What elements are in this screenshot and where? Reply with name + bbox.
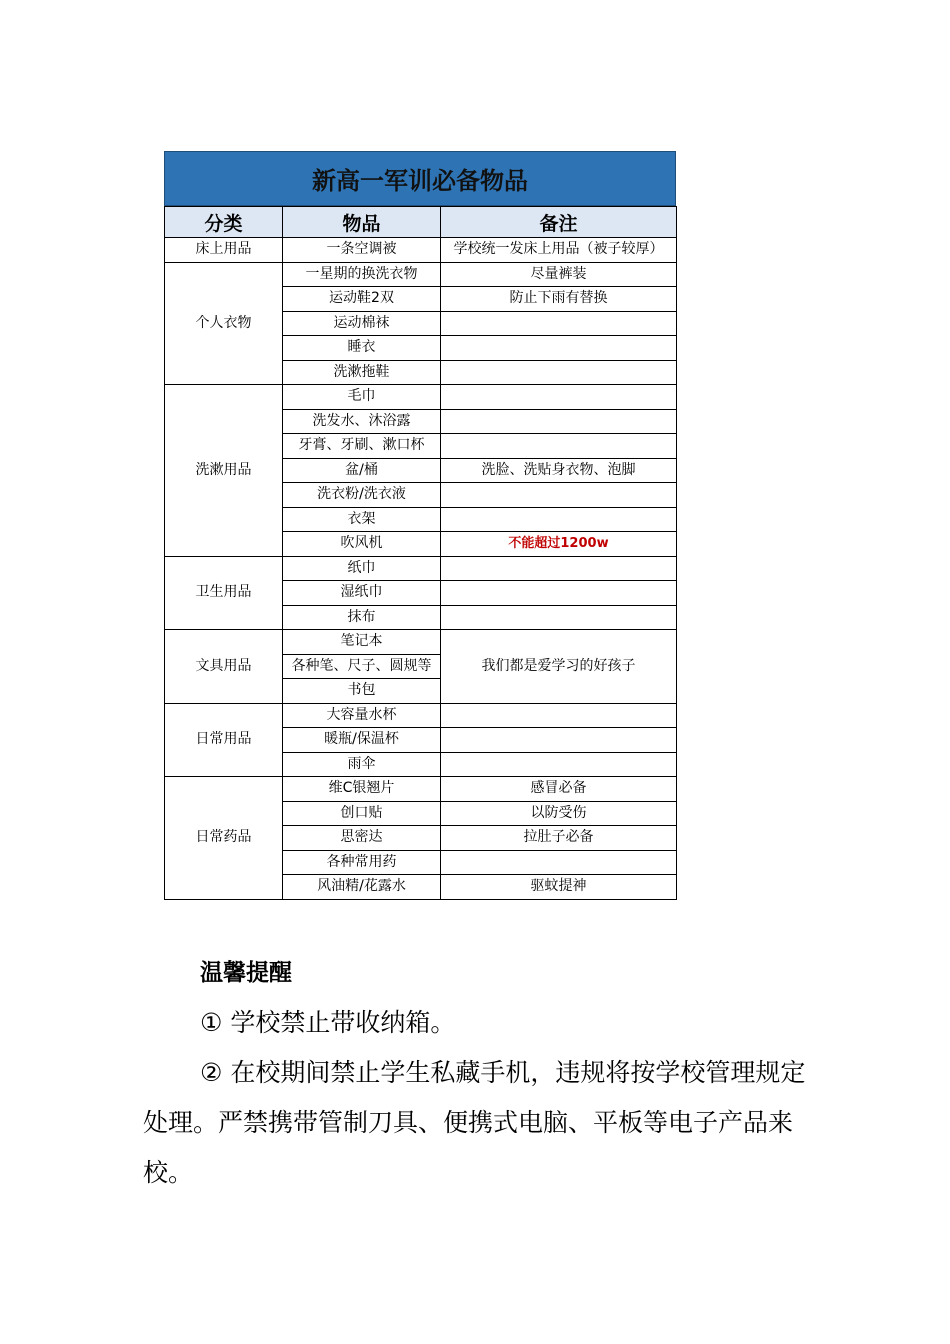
category-cell: 日常用品 (165, 703, 283, 777)
table-row (165, 630, 677, 655)
category-cell: 洗漱用品 (165, 385, 283, 557)
note-cell: 防止下雨有替换 (441, 287, 677, 312)
item-cell: 牙膏、牙刷、漱口杯 (283, 434, 441, 459)
note-cell (441, 360, 677, 385)
item-cell: 运动棉袜 (283, 311, 441, 336)
note-cell (441, 385, 677, 410)
category-cell: 个人衣物 (165, 262, 283, 385)
note-cell: 我们都是爱学习的好孩子 (441, 630, 677, 704)
item-cell: 运动鞋2双 (283, 287, 441, 312)
reminder-title: 温馨提醒 (200, 960, 292, 986)
header-note: 备注 (441, 207, 677, 238)
checklist-table-image (164, 151, 676, 902)
item-cell: 睡衣 (283, 336, 441, 361)
note-cell: 拉肚子必备 (441, 826, 677, 851)
note-cell (441, 556, 677, 581)
note-cell: 以防受伤 (441, 801, 677, 826)
note-cell (441, 703, 677, 728)
item-cell: 一星期的换洗衣物 (283, 262, 441, 287)
item-cell: 洗发水、沐浴露 (283, 409, 441, 434)
table-row (165, 703, 677, 728)
note-cell: 尽量裤装 (441, 262, 677, 287)
item-cell: 书包 (283, 679, 441, 704)
item-cell: 洗漱拖鞋 (283, 360, 441, 385)
item-cell: 纸巾 (283, 556, 441, 581)
item-cell: 创口贴 (283, 801, 441, 826)
note-cell: 感冒必备 (441, 777, 677, 802)
item-cell: 吹风机 (283, 532, 441, 557)
table-row (165, 238, 677, 263)
table-body (165, 238, 677, 900)
item-cell: 一条空调被 (283, 238, 441, 263)
item-cell: 衣架 (283, 507, 441, 532)
header-category: 分类 (165, 207, 283, 238)
category-cell: 床上用品 (165, 238, 283, 263)
note-cell (441, 409, 677, 434)
checklist-table (164, 206, 677, 900)
note-cell (441, 507, 677, 532)
note-cell (441, 434, 677, 459)
table-row (165, 385, 677, 410)
item-cell: 抹布 (283, 605, 441, 630)
item-cell: 雨伞 (283, 752, 441, 777)
table-header-row (165, 207, 677, 238)
reminder-item: ② 在校期间禁止学生私藏手机，违规将按学校管理规定处理。严禁携带管制刀具、便携式电脑、平板等电子产品来校。 (143, 1058, 806, 1187)
table-title: 新高一军训必备物品 (164, 151, 676, 206)
note-cell (441, 336, 677, 361)
item-cell: 各种常用药 (283, 850, 441, 875)
reminder-item: ① 学校禁止带收纳箱。 (200, 1008, 456, 1037)
category-cell: 文具用品 (165, 630, 283, 704)
category-cell: 日常药品 (165, 777, 283, 900)
note-cell (441, 728, 677, 753)
note-cell (441, 483, 677, 508)
note-cell (441, 605, 677, 630)
note-cell (441, 311, 677, 336)
table-row (165, 777, 677, 802)
item-cell: 暖瓶/保温杯 (283, 728, 441, 753)
note-cell (441, 752, 677, 777)
note-cell: 驱蚊提神 (441, 875, 677, 900)
item-cell: 风油精/花露水 (283, 875, 441, 900)
header-item: 物品 (283, 207, 441, 238)
item-cell: 盆/桶 (283, 458, 441, 483)
table-row (165, 556, 677, 581)
item-cell: 大容量水杯 (283, 703, 441, 728)
item-cell: 毛巾 (283, 385, 441, 410)
item-cell: 思密达 (283, 826, 441, 851)
item-cell: 维C银翘片 (283, 777, 441, 802)
note-cell (441, 850, 677, 875)
note-cell: 洗脸、洗贴身衣物、泡脚 (441, 458, 677, 483)
note-cell (441, 581, 677, 606)
note-cell: 学校统一发床上用品（被子较厚） (441, 238, 677, 263)
table-row (165, 262, 677, 287)
item-cell: 笔记本 (283, 630, 441, 655)
item-cell: 洗衣粉/洗衣液 (283, 483, 441, 508)
item-cell: 湿纸巾 (283, 581, 441, 606)
item-cell: 各种笔、尺子、圆规等 (283, 654, 441, 679)
warning-note-cell: 不能超过1200w (441, 532, 677, 557)
category-cell: 卫生用品 (165, 556, 283, 630)
